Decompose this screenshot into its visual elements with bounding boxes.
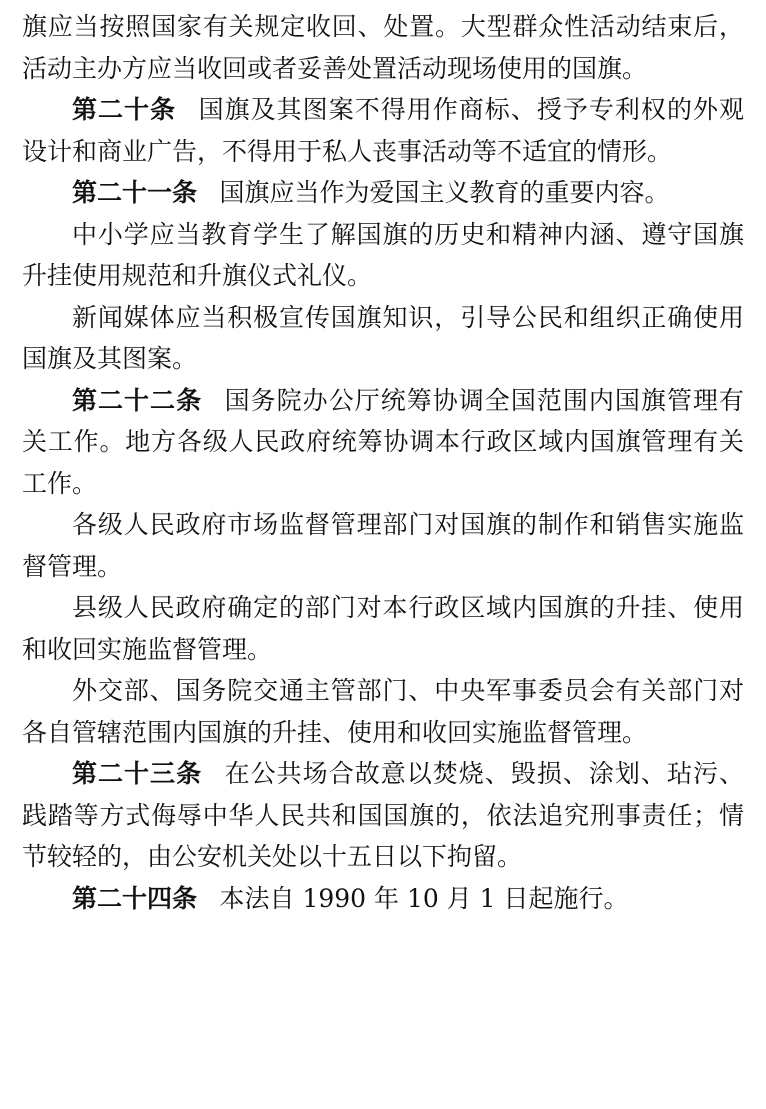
article-heading: 第二十一条 xyxy=(72,178,198,207)
article-24 xyxy=(22,878,744,920)
paragraph-text: 国旗应当作为爱国主义教育的重要内容。 xyxy=(219,178,670,207)
paragraph-text: 县级人民政府确定的部门对本行政区域内国旗的升挂、使用和收回实施监督管理。 xyxy=(22,593,744,664)
paragraph-text: 国务院办公厅统筹协调全国范围内国旗管理有关工作。地方各级人民政府统筹协调本行政区域内国旗管理有关工作。 xyxy=(22,385,744,498)
article-22 xyxy=(22,380,744,505)
article-21 xyxy=(22,172,744,214)
document-page xyxy=(22,0,744,919)
paragraph xyxy=(22,297,744,380)
paragraph-text: 各级人民政府市场监督管理部门对国旗的制作和销售实施监督管理。 xyxy=(22,510,744,581)
article-heading: 第二十条 xyxy=(72,95,177,124)
paragraph-text: 新闻媒体应当积极宣传国旗知识，引导公民和组织正确使用国旗及其图案。 xyxy=(22,302,744,373)
paragraph xyxy=(22,214,744,297)
paragraph-text: 外交部、国务院交通主管部门、中央军事委员会有关部门对各自管辖范围内国旗的升挂、使用和收回实施监督管理。 xyxy=(22,676,744,747)
paragraph-text: 旗应当按照国家有关规定收回、处置。大型群众性活动结束后，活动主办方应当收回或者妥善处置活动现场使用的国旗。 xyxy=(22,12,744,83)
paragraph xyxy=(22,504,744,587)
paragraph-continuation xyxy=(22,6,744,89)
paragraph xyxy=(22,587,744,670)
paragraph-text: 在公共场合故意以焚烧、毁损、涂划、玷污、践踏等方式侮辱中华人民共和国国旗的，依法追究刑事责任；情节较轻的，由公安机关处以十五日以下拘留。 xyxy=(22,759,744,871)
paragraph-text: 国旗及其图案不得用作商标、授予专利权的外观设计和商业广告，不得用于私人丧事活动等不适宜的情形。 xyxy=(22,95,744,166)
article-heading: 第二十二条 xyxy=(72,385,203,415)
article-heading: 第二十三条 xyxy=(72,759,203,788)
paragraph xyxy=(22,670,744,753)
article-heading: 第二十四条 xyxy=(72,883,198,913)
paragraph-text: 中小学应当教育学生了解国旗的历史和精神内涵、遵守国旗升挂使用规范和升旗仪式礼仪。 xyxy=(22,219,744,290)
paragraph-text: 本法自 1990 年 10 月 1 日起施行。 xyxy=(219,883,629,913)
article-23 xyxy=(22,753,744,878)
article-20 xyxy=(22,89,744,172)
